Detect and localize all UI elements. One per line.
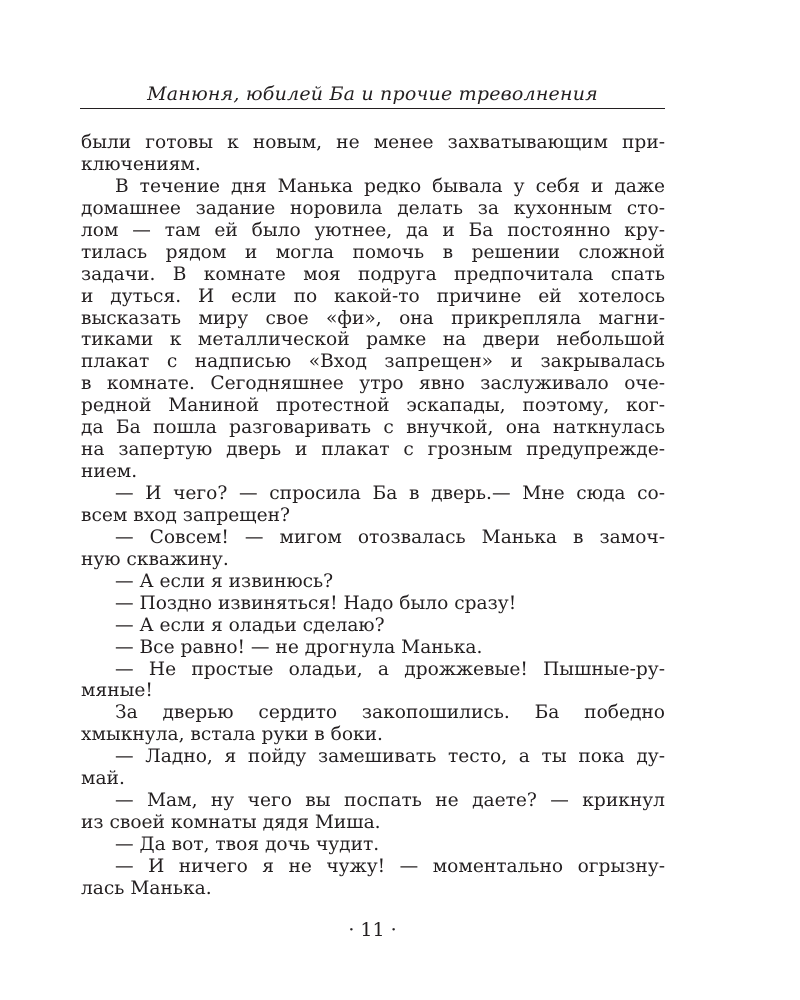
- text-line: в комнате. Сегодняшнее утро явно заслуживало оче-: [81, 373, 665, 395]
- text-line: из своей комнаты дядя Миша.: [81, 812, 381, 834]
- text-line: — Поздно извиняться! Надо было сразу!: [115, 592, 517, 614]
- text-line: — Да вот, твоя дочь чудит.: [115, 834, 380, 855]
- text-line: — Не простые оладьи, а дрожжевые! Пышные-ру-: [115, 658, 665, 680]
- running-head: Манюня, юбилей Ба и прочие треволнения: [80, 80, 665, 109]
- text-line: нием.: [81, 461, 138, 483]
- text-line: да Ба пошла разговаривать с внучкой, она наткнулась: [81, 417, 665, 439]
- text-line: — Совсем! — мигом отозвалась Манька в замоч-: [115, 526, 665, 548]
- text-line: — Ладно, я пойду замешивать тесто, а ты пока ду-: [115, 746, 665, 768]
- text-line: лась Манька.: [81, 877, 212, 899]
- text-line: плакат с надписью «Вход запрещен» и закрывалась: [81, 351, 665, 373]
- text-line: — А если я извинюсь?: [115, 570, 334, 592]
- body-text: [81, 132, 665, 900]
- text-line: В течение дня Манька редко бывала у себя и даже: [115, 175, 665, 197]
- text-line: За дверью сердито закопошились. Ба победно: [115, 702, 665, 724]
- text-line: лом — там ей было уютнее, да и Ба постоянно кру-: [81, 219, 665, 241]
- text-line: май.: [81, 768, 125, 790]
- text-line: мяные!: [81, 680, 153, 702]
- text-line: ную скважину.: [81, 548, 229, 570]
- text-line: всем вход запрещен?: [81, 504, 290, 526]
- text-line: ключениям.: [81, 153, 201, 175]
- text-line: — И чего? — спросила Ба в дверь.— Мне сюда со-: [115, 483, 665, 504]
- text-line: на запертую дверь и плакат с грозным предупрежде-: [81, 439, 665, 461]
- text-line: были готовы к новым, не менее захватывающим при-: [81, 132, 665, 153]
- text-line: домашнее задание норовила делать за кухонным сто-: [81, 197, 665, 219]
- text-line: хмыкнула, встала руки в боки.: [81, 724, 383, 746]
- text-line: тиками к металлической рамке на двери небольшой: [81, 329, 665, 351]
- text-line: и дуться. И если по какой-то причине ей хотелось: [81, 285, 665, 307]
- text-line: — А если я оладьи сделаю?: [115, 614, 385, 636]
- text-line: редной Маниной протестной эскапады, поэтому, ког-: [81, 395, 665, 417]
- text-line: высказать миру свое «фи», она прикрепляла магни-: [81, 307, 665, 329]
- text-line: тилась рядом и могла помочь в решении сложной: [81, 241, 665, 263]
- page-number: · 11 ·: [348, 919, 397, 941]
- text-line: — Мам, ну чего вы поспать не даете? — крикнул: [115, 790, 665, 812]
- text-line: — И ничего я не чужу! — моментально огрызну-: [115, 855, 665, 877]
- text-line: — Все равно! — не дрогнула Манька.: [115, 636, 483, 658]
- text-line: задачи. В комнате моя подруга предпочитала спать: [81, 263, 665, 285]
